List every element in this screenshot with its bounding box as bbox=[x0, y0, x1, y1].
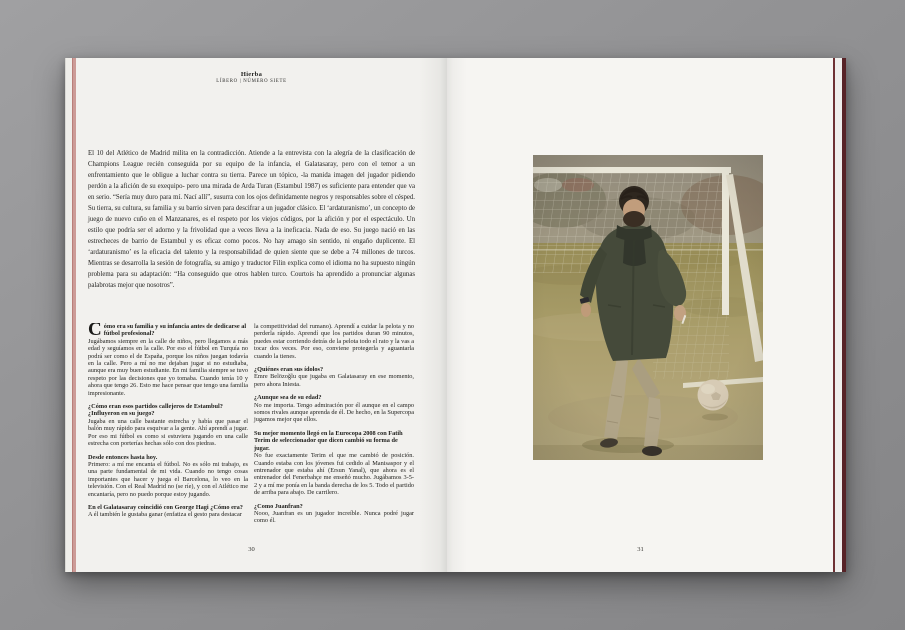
interview-answer: Emre Belözoğlu que jugaba en Galatasaray en ese momento, pero ahora Iniesta. bbox=[254, 373, 414, 388]
dropcap: C bbox=[88, 323, 102, 340]
interview-question: ¿Aunque sea de su edad? bbox=[254, 394, 322, 402]
interview-question bbox=[88, 323, 248, 338]
interview-answer: No me importa. Tengo admiración por él aunque en el campo somos rivales aunque aprenda de él. De hecho, en la Supercopa jugamos mejor que ellos. bbox=[254, 401, 414, 424]
interview-answer: Jugaba en una calle bastante estrecha y había que pasar el balón muy rápido para esquivar a la gente. Ahí aprendí a jugar. Por eso mi fútbol es como si estuviera jugando en una calle estrecha con porterías hechas sólo con dos piedras. bbox=[88, 417, 248, 448]
interview-question: Desde entonces hasta hoy. bbox=[88, 453, 158, 461]
photo-arda-turan bbox=[533, 155, 763, 460]
page-stack-edge-right-maroon-outer bbox=[842, 58, 846, 572]
interview-question-text: ómo era su familia y su infancia antes de dedicarse al fútbol profesional? bbox=[103, 323, 247, 338]
interview-answer: Primero: a mí me encanta el fútbol. No es sólo mi trabajo, es una parte fundamental de mi vida. Cuando no tengo cosas importantes que hacer y juega el Barcelona, lo veo en la televisión. Con el Real Madrid no (se ríe), y con el Atlético me encantaría, pero no puedo porque estoy jugando. bbox=[88, 460, 248, 498]
interview-answer: No fue exactamente Terim el que me cambió de posición. Cuando estaba con los jóvenes fui cedido al Manisaspor y el entrenador que estaba ahí (Ersun Yanal), que ahora es el entrenador del Fenerbahçe me enseñó mucho. Jugábamos 3-5-2 y a mí me ponía en la banda derecha de los 5. Todo el partido de arriba para abajo. De carrilero. bbox=[254, 452, 414, 497]
intro-paragraph: El 10 del Atlético de Madrid milita en la contradicción. Atiende a la entrevista con la alegría de la clasificación de Champions League recién conseguida por su equipo de la infancia, el Galatasaray, pero con el temor a un enfrentamiento que le obligue a luchar contra su tierra. Parece un tópico, -la manida imagen del jugador pidiendo perdón a la afición de su exequipo- pero una mirada de Arda Turan (Estambul 1987) es suficiente para entender que va en serio. “Sería muy duro para mí. Nací allí”, susurra con los ojos definidamente negros y responsables sobre el césped. Su tierra, su cultura, su familia y su barrio sirven para descifrar a un jugador clásico. El ‘ardaturanismo’, un concepto de juego de nuevo cuño en el Manzanares, es el respeto por los viejos códigos, por la afición y por el espectáculo. Un estilo que podría ser el adorno y la frivolidad que a veces lleva a la ineficacia. Nada de eso. Su juego nació en las estrecheces de barrio de Estambul y es eficaz como pocos. No hay amago sin sentido, ni engaño duplicente. El ‘ardaturanismo’ es la eficacia del talento y la responsabilidad de quien siente que se debe a 74 millones de turcos. Mientras se desarrolla la sesión de fotografía, su amigo y traductor Filin explica como el idioma no ha supuesto ningún problema para su adaptación: “Ha conseguido que otros hablen turco. Courtois ha aprendido a pronunciar algunas palabrotas mejor que nosotros”. bbox=[88, 150, 415, 289]
interview-question: ¿Como Juanfran? bbox=[254, 502, 303, 510]
interview-column-left bbox=[88, 323, 248, 549]
interview-answer: Nooo, Juanfran es un jugador increíble. Nunca podré jugar como él. bbox=[254, 509, 414, 525]
page-stack-edge-right-white bbox=[835, 58, 842, 572]
interview-columns bbox=[88, 323, 415, 549]
page-header bbox=[88, 71, 415, 85]
interview-answer: A él también le gustaba ganar (enfatiza el gesto para destacar bbox=[88, 511, 242, 519]
interview-answer: Jugábamos siempre en la calle de niños, pero llegamos a más edad y seguíamos en la calle. Por eso el fútbol en Turquía no podrá ser como el de España, porque los niños juegan todavía en la calle. Pero a mí no me dejaban jugar si no estudiaba, aunque era muy buen estudiante. En mi familia siempre se tuvo respeto por las decisiones que yo tomaba. Cuando tenía 10 y ahora que tengo 26. Esto me hace pensar que tengo una familia impresionante. bbox=[88, 337, 248, 397]
interview-question: ¿Quiénes eran sus ídolos? bbox=[254, 366, 324, 374]
page-number-right: 31 bbox=[637, 546, 644, 553]
interview-column-right bbox=[254, 323, 414, 549]
page-number-left: 30 bbox=[248, 546, 255, 553]
page-right bbox=[447, 58, 833, 572]
interview-question: En el Galatasaray coincidió con George Hagi ¿Cómo era? bbox=[88, 503, 243, 511]
interview-question: Su mejor momento llegó en la Eurocopa 2008 con Fatih Terim de seleccionador que dicen cambió su forma de jugar. bbox=[254, 429, 403, 452]
interview-question: ¿Cómo eran esos partidos callejeros de Estambul? ¿Influyeron en su juego? bbox=[88, 403, 223, 418]
section-title: Hierba bbox=[240, 71, 263, 78]
issue-line: LÍBERO | NÚMERO SIETE bbox=[216, 79, 287, 84]
magazine-spread bbox=[65, 58, 846, 572]
page-left bbox=[76, 58, 447, 572]
interview-answer: la competitividad del rumano). Aprendí a cuidar la pelota y no perderla rápido. Aprendí que los partidos duran 90 minutos, puedes estar corriendo detrás de la pelota todo el rato y la vas a tocar dos veces. Por eso, conviene protegerla y aguantarla cuando la tienes. bbox=[254, 323, 414, 360]
